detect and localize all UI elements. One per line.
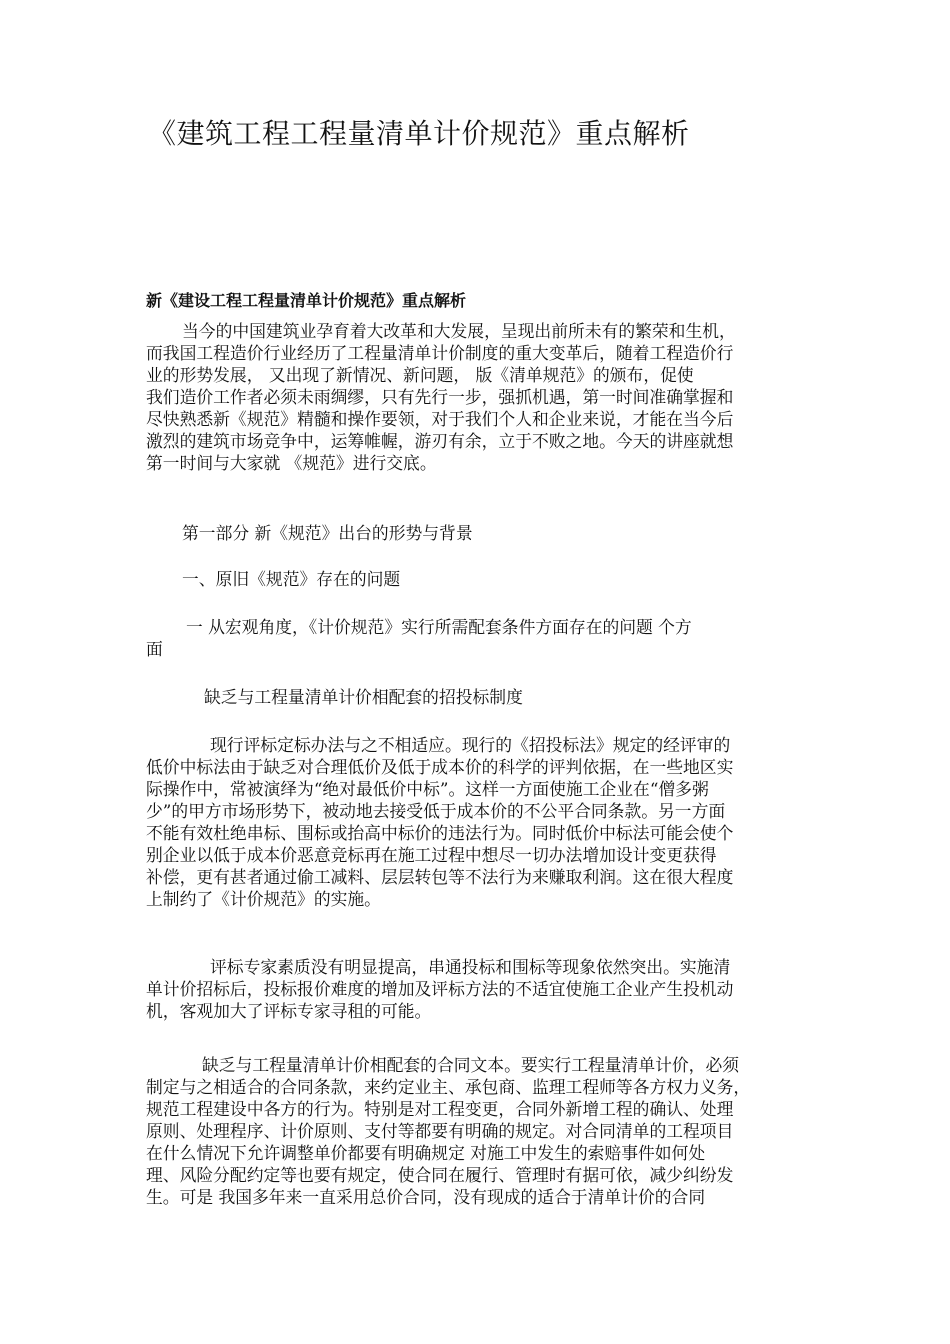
text-line: 当今的中国建筑业孕育着大改革和大发展，呈现出前所未有的繁荣和生机， (182, 321, 736, 341)
text-line: 激烈的建筑市场竞争中，运筹帷幄，游刃有余，立于不败之地。今天的讲座就想 (146, 431, 734, 451)
document-subtitle: 新《建设工程工程量清单计价规范》重点解析 (146, 291, 467, 310)
section-heading: 一、原旧《规范》存在的问题 (182, 569, 401, 589)
part-heading: 第一部分 新《规范》出台的形势与背景 (182, 523, 473, 543)
point-heading: 缺乏与工程量清单计价相配套的招投标制度 (204, 687, 523, 707)
text-line: 现行评标定标办法与之不相适应。现行的《招投标法》规定的经评审的 (210, 735, 731, 755)
text-line: 我们造价工作者必须未雨绸缪，只有先行一步，强抓机遇，第一时间准确掌握和 (146, 387, 734, 407)
text-line: 规范工程建设中各方的行为。特别是对工程变更，合同外新增工程的确认、处理 (146, 1099, 734, 1119)
paragraph-experts (146, 956, 810, 1022)
text-line: 际操作中，常被演绎为“绝对最低价中标”。这样一方面使施工企业在“僧多粥 (146, 779, 709, 799)
text-line: 制定与之相适合的合同条款，来约定业主、承包商、监理工程师等各方权力义务， (146, 1077, 751, 1097)
text-line: 一 从宏观角度，《计价规范》实行所需配套条件方面存在的问题 个方 (186, 617, 692, 637)
text-line: 补偿，更有甚者通过偷工减料、层层转包等不法行为来赚取利润。这在很大程度 (146, 867, 734, 887)
text-line: 业的形势发展， 又出现了新情况、新问题， 版《清单规范》的颁布，促使 (146, 365, 694, 385)
text-line: 生。可是 我国多年来一直采用总价合同，没有现成的适合于清单计价的合同 (146, 1187, 706, 1207)
intro-paragraph (146, 320, 810, 474)
text-line: 面 (146, 639, 163, 659)
text-line: 少”的甲方市场形势下，被动地去接受低于成本价的不公平合同条款。另一方面 (146, 801, 726, 821)
text-line: 在什么情况下允许调整单价都要有明确规定 对施工中发生的索赔事件如何处 (146, 1143, 706, 1163)
paragraph-contract-text (146, 1054, 810, 1208)
text-line: 原则、处理程序、计价原则、支付等都要有明确的规定。对合同清单的工程项目 (146, 1121, 734, 1141)
text-line: 尽快熟悉新《规范》精髓和操作要领，对于我们个人和企业来说，才能在当今后 (146, 409, 734, 429)
text-line: 上制约了《计价规范》的实施。 (146, 889, 381, 909)
text-line: 别企业以低于成本价恶意竞标再在施工过程中想尽一切办法增加设计变更获得 (146, 845, 717, 865)
text-line: 第一时间与大家就 《规范》进行交底。 (146, 453, 437, 473)
text-line: 不能有效杜绝串标、围标或抬高中标价的违法行为。同时低价中标法可能会使个 (146, 823, 734, 843)
text-line: 低价中标法由于缺乏对合理低价及低于成本价的科学的评判依据，在一些地区实 (146, 757, 734, 777)
text-line: 而我国工程造价行业经历了工程量清单计价制度的重大变革后，随着工程造价行 (146, 343, 734, 363)
paragraph-bid-evaluation (146, 734, 810, 910)
text-line: 缺乏与工程量清单计价相配套的合同文本。要实行工程量清单计价，必须 (202, 1055, 740, 1075)
text-line: 单计价招标后，投标报价难度的增加及评标方法的不适宜使施工企业产生投机动 (146, 979, 734, 999)
subsection-heading (146, 616, 810, 660)
text-line: 评标专家素质没有明显提高，串通投标和围标等现象依然突出。实施清 (210, 957, 731, 977)
text-line: 理、风险分配约定等也要有规定，使合同在履行、管理时有据可依，减少纠纷发 (146, 1165, 734, 1185)
document-title: 《建筑工程工程量清单计价规范》重点解析 (148, 117, 690, 150)
text-line: 机，客观加大了评标专家寻租的可能。 (146, 1001, 432, 1021)
